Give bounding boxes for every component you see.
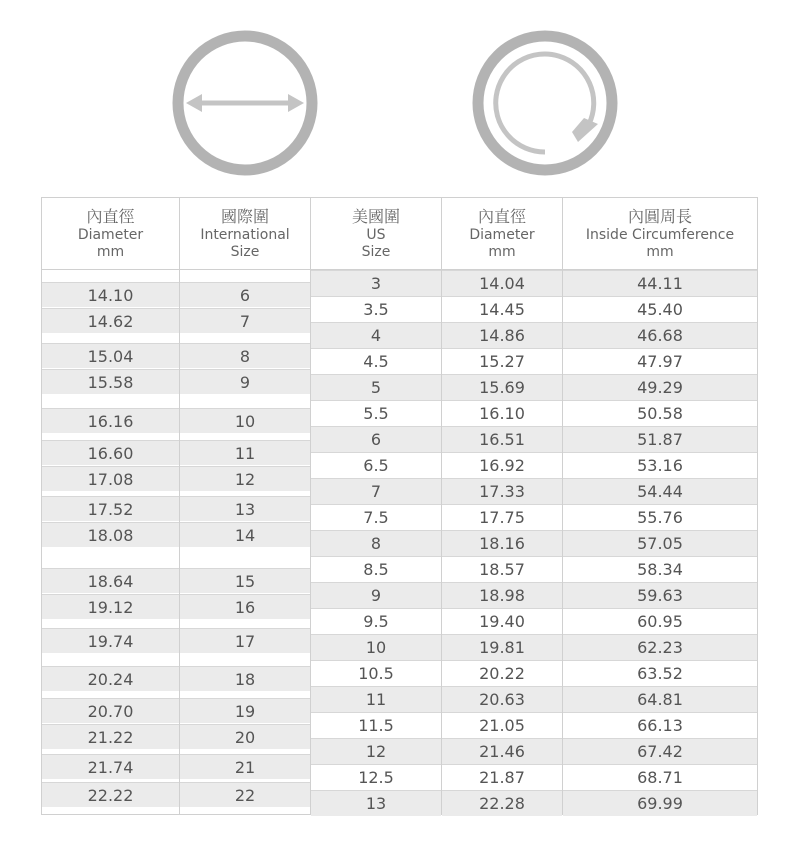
us-size-cell: 12.5 <box>311 764 441 790</box>
us-circumference-cell: 50.58 <box>563 400 757 426</box>
us-diameter-cell: 18.16 <box>442 530 562 556</box>
column-us-circumference <box>563 270 757 814</box>
us-circumference-cell: 44.11 <box>563 270 757 296</box>
us-circumference-cell: 47.97 <box>563 348 757 374</box>
us-size-cell: 3 <box>311 270 441 296</box>
us-diameter-cell: 17.75 <box>442 504 562 530</box>
intl-diameter-cell: 17.08 <box>42 466 179 491</box>
intl-diameter-cell: 20.70 <box>42 698 179 723</box>
us-size-cell: 6 <box>311 426 441 452</box>
us-circumference-cell: 62.23 <box>563 634 757 660</box>
us-diameter-cell: 22.28 <box>442 790 562 816</box>
us-size-cell: 9 <box>311 582 441 608</box>
header-en-2: mm <box>646 243 674 260</box>
intl-diameter-cell: 21.74 <box>42 754 179 779</box>
intl-diameter-cell: 16.16 <box>42 408 179 433</box>
us-circumference-cell: 68.71 <box>563 764 757 790</box>
us-circumference-cell: 54.44 <box>563 478 757 504</box>
intl-size-cell: 15 <box>180 568 310 593</box>
intl-size-cell: 22 <box>180 782 310 807</box>
intl-size-cell: 18 <box>180 666 310 691</box>
spacer-strip <box>42 654 179 666</box>
intl-size-cell: 6 <box>180 282 310 307</box>
intl-size-cell: 19 <box>180 698 310 723</box>
us-circumference-cell: 57.05 <box>563 530 757 556</box>
intl-size-cell: 10 <box>180 408 310 433</box>
us-size-cell: 11.5 <box>311 712 441 738</box>
us-diameter-cell: 21.87 <box>442 764 562 790</box>
intl-size-cell: 17 <box>180 628 310 653</box>
us-size-cell: 12 <box>311 738 441 764</box>
us-diameter-cell: 15.69 <box>442 374 562 400</box>
us-diameter-cell: 20.22 <box>442 660 562 686</box>
us-diameter-cell: 17.33 <box>442 478 562 504</box>
us-diameter-cell: 14.45 <box>442 296 562 322</box>
spacer-strip <box>180 620 310 628</box>
spacer-strip <box>180 334 310 343</box>
intl-diameter-cell: 15.04 <box>42 343 179 368</box>
us-size-cell: 13 <box>311 790 441 816</box>
diameter-ring-icon <box>178 36 312 170</box>
spacer-strip <box>42 548 179 568</box>
us-size-cell: 7.5 <box>311 504 441 530</box>
us-diameter-cell: 18.98 <box>442 582 562 608</box>
spacer-strip <box>180 654 310 666</box>
intl-diameter-cell: 14.62 <box>42 308 179 333</box>
us-diameter-cell: 19.40 <box>442 608 562 634</box>
us-size-cell: 5 <box>311 374 441 400</box>
us-size-cell: 11 <box>311 686 441 712</box>
us-circumference-cell: 69.99 <box>563 790 757 816</box>
intl-size-cell: 20 <box>180 724 310 749</box>
spacer-strip <box>42 620 179 628</box>
us-diameter-cell: 21.05 <box>442 712 562 738</box>
intl-diameter-cell: 21.22 <box>42 724 179 749</box>
header-diameter-left <box>42 198 180 270</box>
spacer-strip <box>180 270 310 282</box>
header-international-size <box>180 198 311 270</box>
header-en-1: Inside Circumference <box>585 226 735 243</box>
header-en-1: Diameter <box>469 226 535 243</box>
intl-diameter-cell: 15.58 <box>42 369 179 394</box>
intl-size-cell: 14 <box>180 522 310 547</box>
intl-diameter-cell: 20.24 <box>42 666 179 691</box>
us-size-cell: 4 <box>311 322 441 348</box>
us-size-cell: 5.5 <box>311 400 441 426</box>
us-diameter-cell: 16.51 <box>442 426 562 452</box>
spacer-strip <box>180 548 310 568</box>
intl-size-cell: 21 <box>180 754 310 779</box>
us-size-cell: 6.5 <box>311 452 441 478</box>
us-circumference-cell: 45.40 <box>563 296 757 322</box>
column-us-size <box>311 270 442 814</box>
intl-diameter-cell: 16.60 <box>42 440 179 465</box>
us-diameter-cell: 15.27 <box>442 348 562 374</box>
us-size-cell: 4.5 <box>311 348 441 374</box>
us-diameter-cell: 18.57 <box>442 556 562 582</box>
us-diameter-cell: 16.92 <box>442 452 562 478</box>
intl-size-cell: 16 <box>180 594 310 619</box>
intl-diameter-cell: 18.64 <box>42 568 179 593</box>
us-circumference-cell: 64.81 <box>563 686 757 712</box>
intl-diameter-cell: 19.74 <box>42 628 179 653</box>
header-diameter-right <box>442 198 563 270</box>
us-diameter-cell: 19.81 <box>442 634 562 660</box>
us-size-cell: 8 <box>311 530 441 556</box>
intl-diameter-cell: 17.52 <box>42 496 179 521</box>
us-diameter-cell: 14.86 <box>442 322 562 348</box>
header-en-1: International <box>200 226 290 243</box>
header-en-2: Size <box>230 243 260 260</box>
intl-size-cell: 9 <box>180 369 310 394</box>
us-diameter-cell: 14.04 <box>442 270 562 296</box>
header-en-2: mm <box>96 243 125 260</box>
header-zh: 內直徑 <box>86 206 135 226</box>
header-en-2: mm <box>488 243 516 260</box>
header-us-size <box>311 198 442 270</box>
us-size-cell: 8.5 <box>311 556 441 582</box>
us-size-cell: 10.5 <box>311 660 441 686</box>
column-intl-size <box>180 270 311 814</box>
intl-size-cell: 12 <box>180 466 310 491</box>
ring-measure-icons <box>0 0 800 195</box>
us-circumference-cell: 58.34 <box>563 556 757 582</box>
header-en-1: US <box>366 226 386 243</box>
spacer-strip <box>180 395 310 408</box>
intl-size-cell: 8 <box>180 343 310 368</box>
circumference-ring-icon <box>478 36 612 170</box>
intl-diameter-cell: 14.10 <box>42 282 179 307</box>
us-circumference-cell: 63.52 <box>563 660 757 686</box>
spacer-strip <box>42 395 179 408</box>
us-circumference-cell: 53.16 <box>563 452 757 478</box>
header-circumference <box>563 198 757 270</box>
us-circumference-cell: 67.42 <box>563 738 757 764</box>
us-circumference-cell: 60.95 <box>563 608 757 634</box>
intl-size-cell: 7 <box>180 308 310 333</box>
us-circumference-cell: 59.63 <box>563 582 757 608</box>
intl-size-cell: 11 <box>180 440 310 465</box>
us-diameter-cell: 16.10 <box>442 400 562 426</box>
us-circumference-cell: 55.76 <box>563 504 757 530</box>
intl-diameter-cell: 18.08 <box>42 522 179 547</box>
us-diameter-cell: 20.63 <box>442 686 562 712</box>
intl-diameter-cell: 22.22 <box>42 782 179 807</box>
us-circumference-cell: 51.87 <box>563 426 757 452</box>
us-size-cell: 7 <box>311 478 441 504</box>
column-us-diameter <box>442 270 563 814</box>
spacer-strip <box>42 334 179 343</box>
header-zh: 國際圍 <box>220 206 269 226</box>
ring-size-table <box>41 197 758 815</box>
us-size-cell: 3.5 <box>311 296 441 322</box>
header-zh: 內直徑 <box>477 206 526 226</box>
header-en-2: Size <box>361 243 391 260</box>
intl-diameter-cell: 19.12 <box>42 594 179 619</box>
us-circumference-cell: 49.29 <box>563 374 757 400</box>
header-en-1: Diameter <box>77 226 144 243</box>
us-circumference-cell: 66.13 <box>563 712 757 738</box>
column-intl-diameter <box>42 270 180 814</box>
spacer-strip <box>42 270 179 282</box>
us-circumference-cell: 46.68 <box>563 322 757 348</box>
us-diameter-cell: 21.46 <box>442 738 562 764</box>
us-size-cell: 10 <box>311 634 441 660</box>
header-zh: 內圓周長 <box>627 206 692 226</box>
us-size-cell: 9.5 <box>311 608 441 634</box>
header-zh: 美國圍 <box>351 206 400 226</box>
intl-size-cell: 13 <box>180 496 310 521</box>
